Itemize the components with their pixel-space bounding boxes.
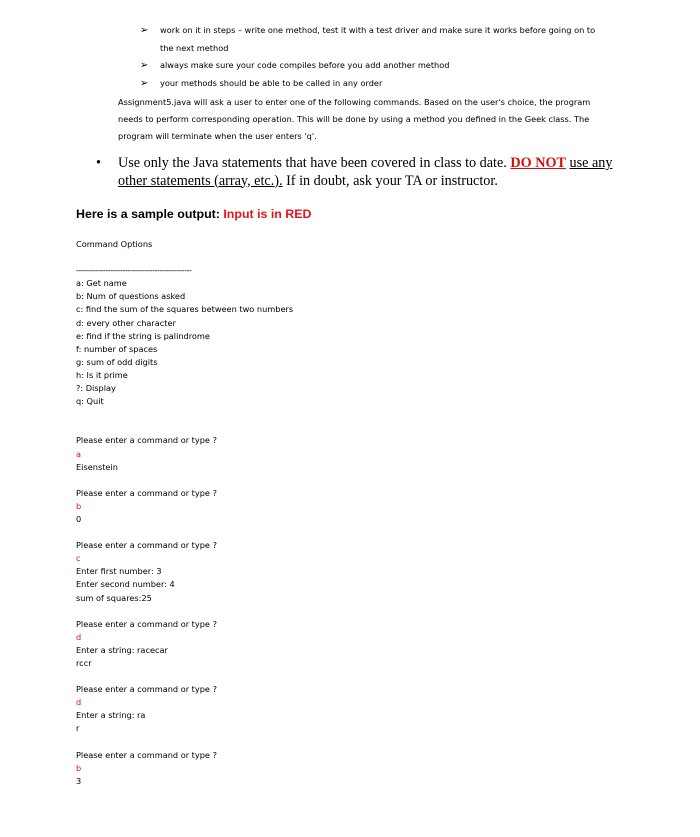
command-prompt: Please enter a command or type ? [76,435,217,446]
step-text: always make sure your code compiles before you add another method [160,60,450,70]
option-line: ?: Display [76,383,116,394]
assignment-description [118,94,618,145]
option-line: b: Num of questions asked [76,291,186,302]
user-input: d [76,631,82,642]
console-spacer [76,251,496,264]
user-input: b [76,500,82,511]
program-output: 3 [76,775,82,786]
steps-list [140,22,640,92]
arrow-bullet-icon: ➢ [140,25,149,36]
program-output: Enter first number: 3 [76,566,162,577]
option-line: c: find the sum of the squares between two numbers [76,304,294,315]
option-line: h: Is it prime [76,369,128,380]
console-title: Command Options [76,239,153,249]
option-line: d: every other character [76,317,176,328]
program-output: Enter second number: 4 [76,579,175,590]
option-line: q: Quit [76,396,104,407]
command-prompt: Please enter a command or type ? [76,618,217,629]
arrow-bullet-icon: ➢ [140,60,149,71]
heading-input-note: Input is in RED [223,207,312,221]
sample-output-heading [76,207,311,221]
note-line-1 [118,155,616,173]
program-output: r [76,723,80,734]
step-item [140,57,640,75]
sample-console-output [76,238,496,788]
program-output: Enter a string: racecar [76,644,168,655]
user-input: a [76,448,82,459]
step-text: the next method [160,42,229,53]
description-line: needs to perform corresponding operation. This will be done by using a method you defined in the Geek class. The [118,114,590,124]
note-line-2 [118,173,616,191]
console-spacer [76,670,496,683]
note-text: Use only the Java statements that have been covered in class to date. [118,155,507,171]
option-line: a: Get name [76,278,127,289]
user-input: c [76,553,81,564]
console-spacer [76,736,496,749]
program-output: 0 [76,513,82,524]
command-prompt: Please enter a command or type ? [76,749,217,760]
note-text: other statements (array, etc.). [118,172,283,189]
console-divider: ----------------------------------------------- [76,265,192,276]
command-prompt: Please enter a command or type ? [76,684,217,695]
user-input: b [76,762,82,773]
console-spacer [76,526,496,539]
option-line: g: sum of odd digits [76,356,158,367]
program-output: Eisenstein [76,461,118,472]
description-line: program will terminate when the user enters 'q'. [118,131,317,141]
step-item [140,22,640,57]
step-item [140,75,640,93]
program-output: rccr [76,658,92,668]
bullet-icon: • [96,155,101,171]
program-output: sum of squares:25 [76,592,152,603]
option-line: f: number of spaces [76,343,158,354]
user-input: d [76,697,82,708]
console-spacer [76,408,496,421]
note-text: use any [569,155,613,171]
console-spacer [76,474,496,487]
note-text: If in doubt, ask your TA or instructor. [286,172,498,189]
step-text: your methods should be able to be called in any order [160,77,383,88]
do-not-emphasis: DO NOT [510,155,566,171]
command-prompt: Please enter a command or type ? [76,487,217,498]
heading-text: Here is a sample output: [76,207,220,221]
console-spacer [76,421,496,434]
option-line: e: find if the string is palindrome [76,330,210,341]
program-output: Enter a string: ra [76,710,146,721]
description-line: Assignment5.java will ask a user to enter one of the following commands. Based on the user's choice, the program [118,97,591,107]
arrow-bullet-icon: ➢ [140,77,149,89]
console-spacer [76,605,496,618]
command-prompt: Please enter a command or type ? [76,540,217,551]
step-text: work on it in steps – write one method, test it with a test driver and make sure it works before going on to [160,25,596,35]
restriction-note [96,155,616,190]
